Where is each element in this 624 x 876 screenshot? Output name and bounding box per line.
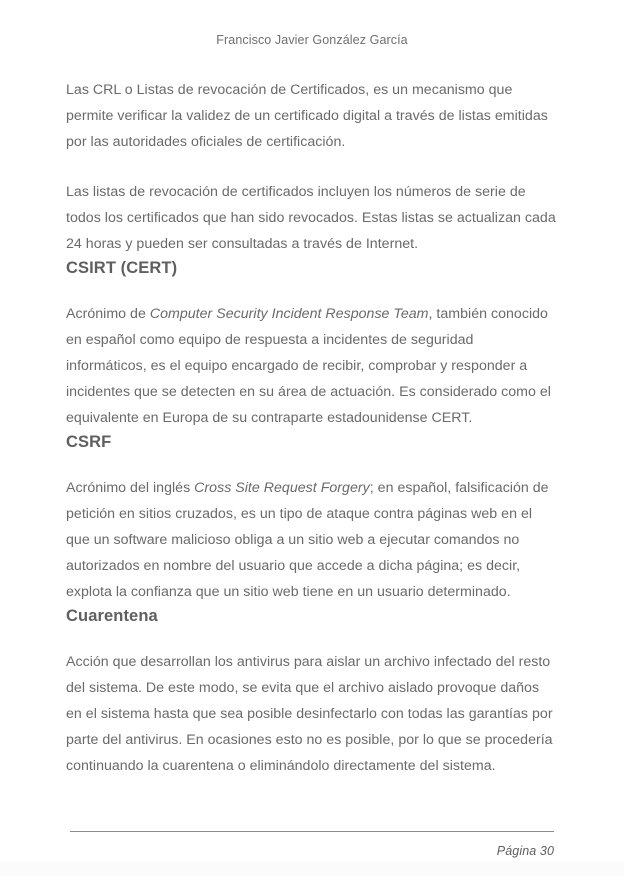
csrf-lead-text: Acrónimo del inglés [66, 480, 195, 496]
document-body [0, 77, 624, 876]
section-cuarentena [66, 605, 558, 779]
csirt-lead-text: Acrónimo de [66, 306, 150, 322]
paragraph-csrf-definition [66, 475, 558, 605]
paragraph-crl-definition: Las CRL o Listas de revocación de Certificados, es un mecanismo que permite verificar la validez de un certificado digital a través de listas emitidas por las autoridades oficiales de certificación. [66, 82, 548, 150]
header-author-name: Francisco Javier González García [216, 33, 408, 47]
csirt-english-term: Computer Security Incident Response Team [149, 306, 429, 322]
heading-csrf: CSRF [66, 433, 112, 451]
paragraph-csirt-definition [66, 301, 558, 431]
section-csirt [66, 257, 558, 431]
heading-cuarentena: Cuarentena [66, 607, 158, 625]
csirt-rest-text: , también conocido en español como equipo de respuesta a incidentes de seguridad informáticos, es el equipo encargado de recibir, comprobar y responder a incidentes que se detecten en su área de actuación. Es considerado como el equivalente en Europa de su contraparte estadounidense CERT. [66, 306, 551, 426]
section-csrf [66, 431, 558, 605]
section-crl [66, 77, 558, 257]
paragraph-cuarentena-definition: Acción que desarrollan los antivirus para aislar un archivo infectado del resto del sistema. De este modo, se evita que el archivo aislado provoque daños en el sistema hasta que sea posible desinfectarlo con todas las garantías por parte del antivirus. En ocasiones esto no es posible, por lo que se procedería continuando la cuarentena o eliminándolo directamente del sistema. [66, 654, 553, 774]
page-footer [0, 831, 624, 858]
paragraph-crl-details: Las listas de revocación de certificados incluyen los números de serie de todos los certificados que han sido revocados. Estas listas se actualizan cada 24 horas y pueden ser consultadas a través de Internet. [66, 184, 556, 252]
footer-divider [70, 831, 554, 832]
page-header [0, 0, 624, 47]
csrf-english-term: Cross Site Request Forgery [194, 480, 370, 496]
heading-csirt: CSIRT (CERT) [66, 259, 178, 277]
footer-page-number: Página 30 [496, 844, 554, 858]
csrf-rest-text: ; en español, falsificación de petición en sitios cruzados, es un tipo de ataque contra páginas web en el que un software malicioso obliga a un sitio web a ejecutar comandos no autorizados en nombre del usuario que accede a dicha página; es decir, explota la confianza que un sitio web tiene en un usuario determinado. [66, 480, 549, 600]
